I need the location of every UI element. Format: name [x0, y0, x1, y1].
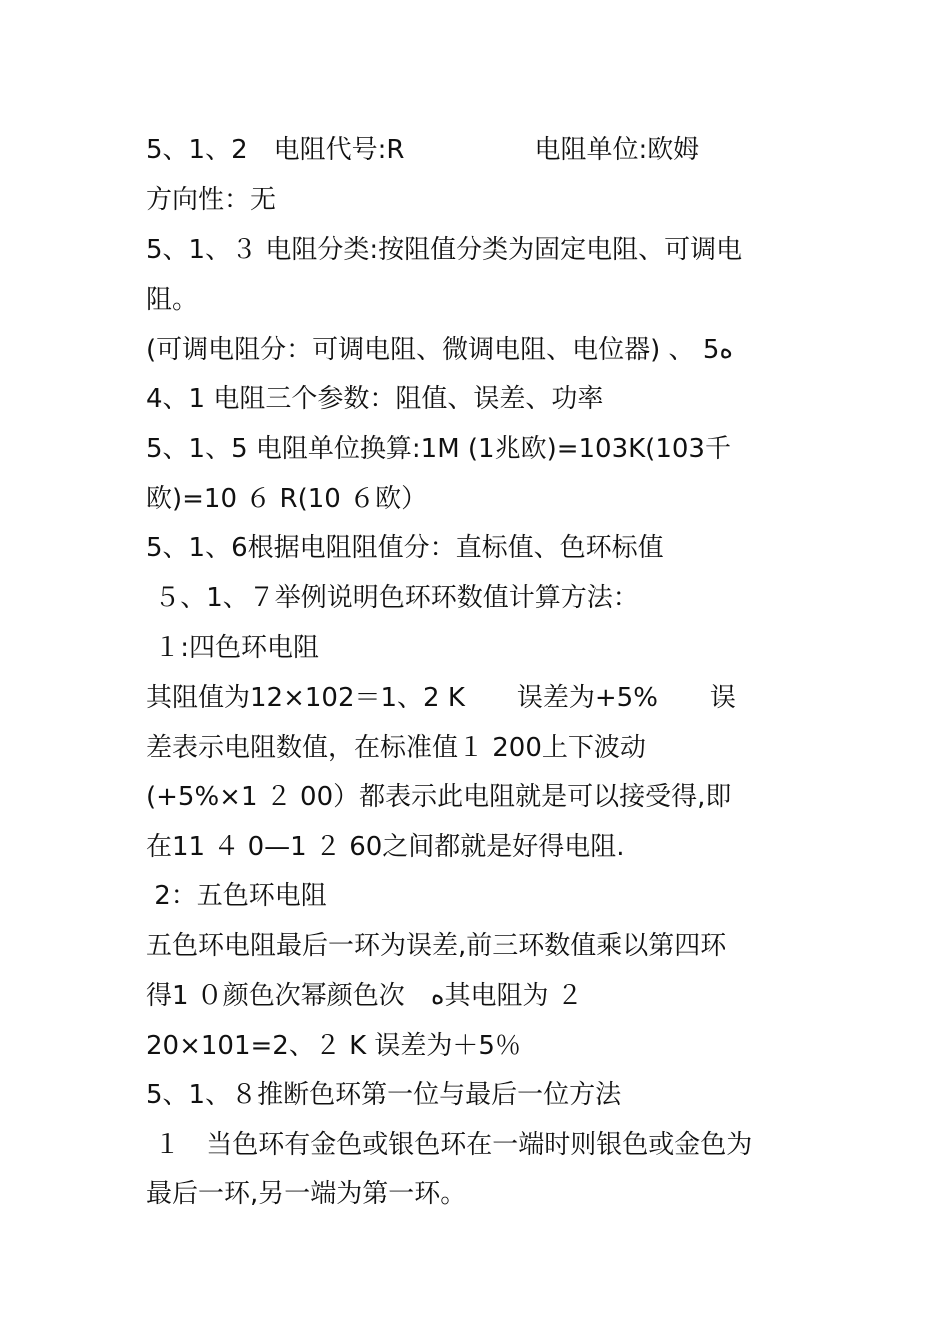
- text-line: 5、1、6根据电阻阻值分：直标值、色环标值: [146, 533, 664, 563]
- text-line: 2：五色环电阻: [146, 881, 327, 911]
- text-line: 4、1 电阻三个参数：阻值、误差、功率: [146, 384, 604, 414]
- text-line: 5、1、３ 电阻分类:按阻值分类为固定电阻、可调电: [146, 235, 743, 265]
- text-line: ５、1、７举例说明色环环数值计算方法：: [146, 583, 639, 613]
- text-line: 5、1、5 电阻单位换算:1M (1兆欧)=103K(103千: [146, 434, 731, 464]
- text-line: (+5%×1 ２ 00）都表示此电阻就是可以接受得,即: [146, 782, 732, 812]
- text-line: (可调电阻分：可调电阻、微调电阻、电位器) 、 5ﻩ: [146, 335, 733, 365]
- text-line: 20×101=2、２ K 误差为＋5％: [146, 1031, 521, 1061]
- text-line: 阻。: [146, 285, 199, 315]
- text-line: 5、1、８推断色环第一位与最后一位方法: [146, 1080, 622, 1110]
- text-line: １ 当色环有金色或银色环在一端时则银色或金色为: [146, 1130, 753, 1160]
- text-line: 得1 ０颜色次幂颜色次 ﻩ其电阻为 ２: [146, 981, 583, 1011]
- text-line: 最后一环,另一端为第一环。: [146, 1179, 467, 1209]
- text-line: 5、1、2 电阻代号:R 电阻单位:欧姆: [146, 135, 700, 165]
- text-line: 在11 ４ 0—1 ２ 60之间都就是好得电阻.: [146, 832, 625, 862]
- text-line: 方向性：无: [146, 185, 277, 215]
- text-line: 欧)=10 ６ R(10 ６欧）: [146, 484, 428, 514]
- text-line: 五色环电阻最后一环为误差,前三环数值乘以第四环: [146, 931, 727, 961]
- text-line: １:四色环电阻: [146, 633, 320, 663]
- text-line: 差表示电阻数值，在标准值１ 200上下波动: [146, 733, 646, 763]
- text-line: 其阻值为12×102＝1、2 K 误差为+5% 误: [146, 683, 736, 713]
